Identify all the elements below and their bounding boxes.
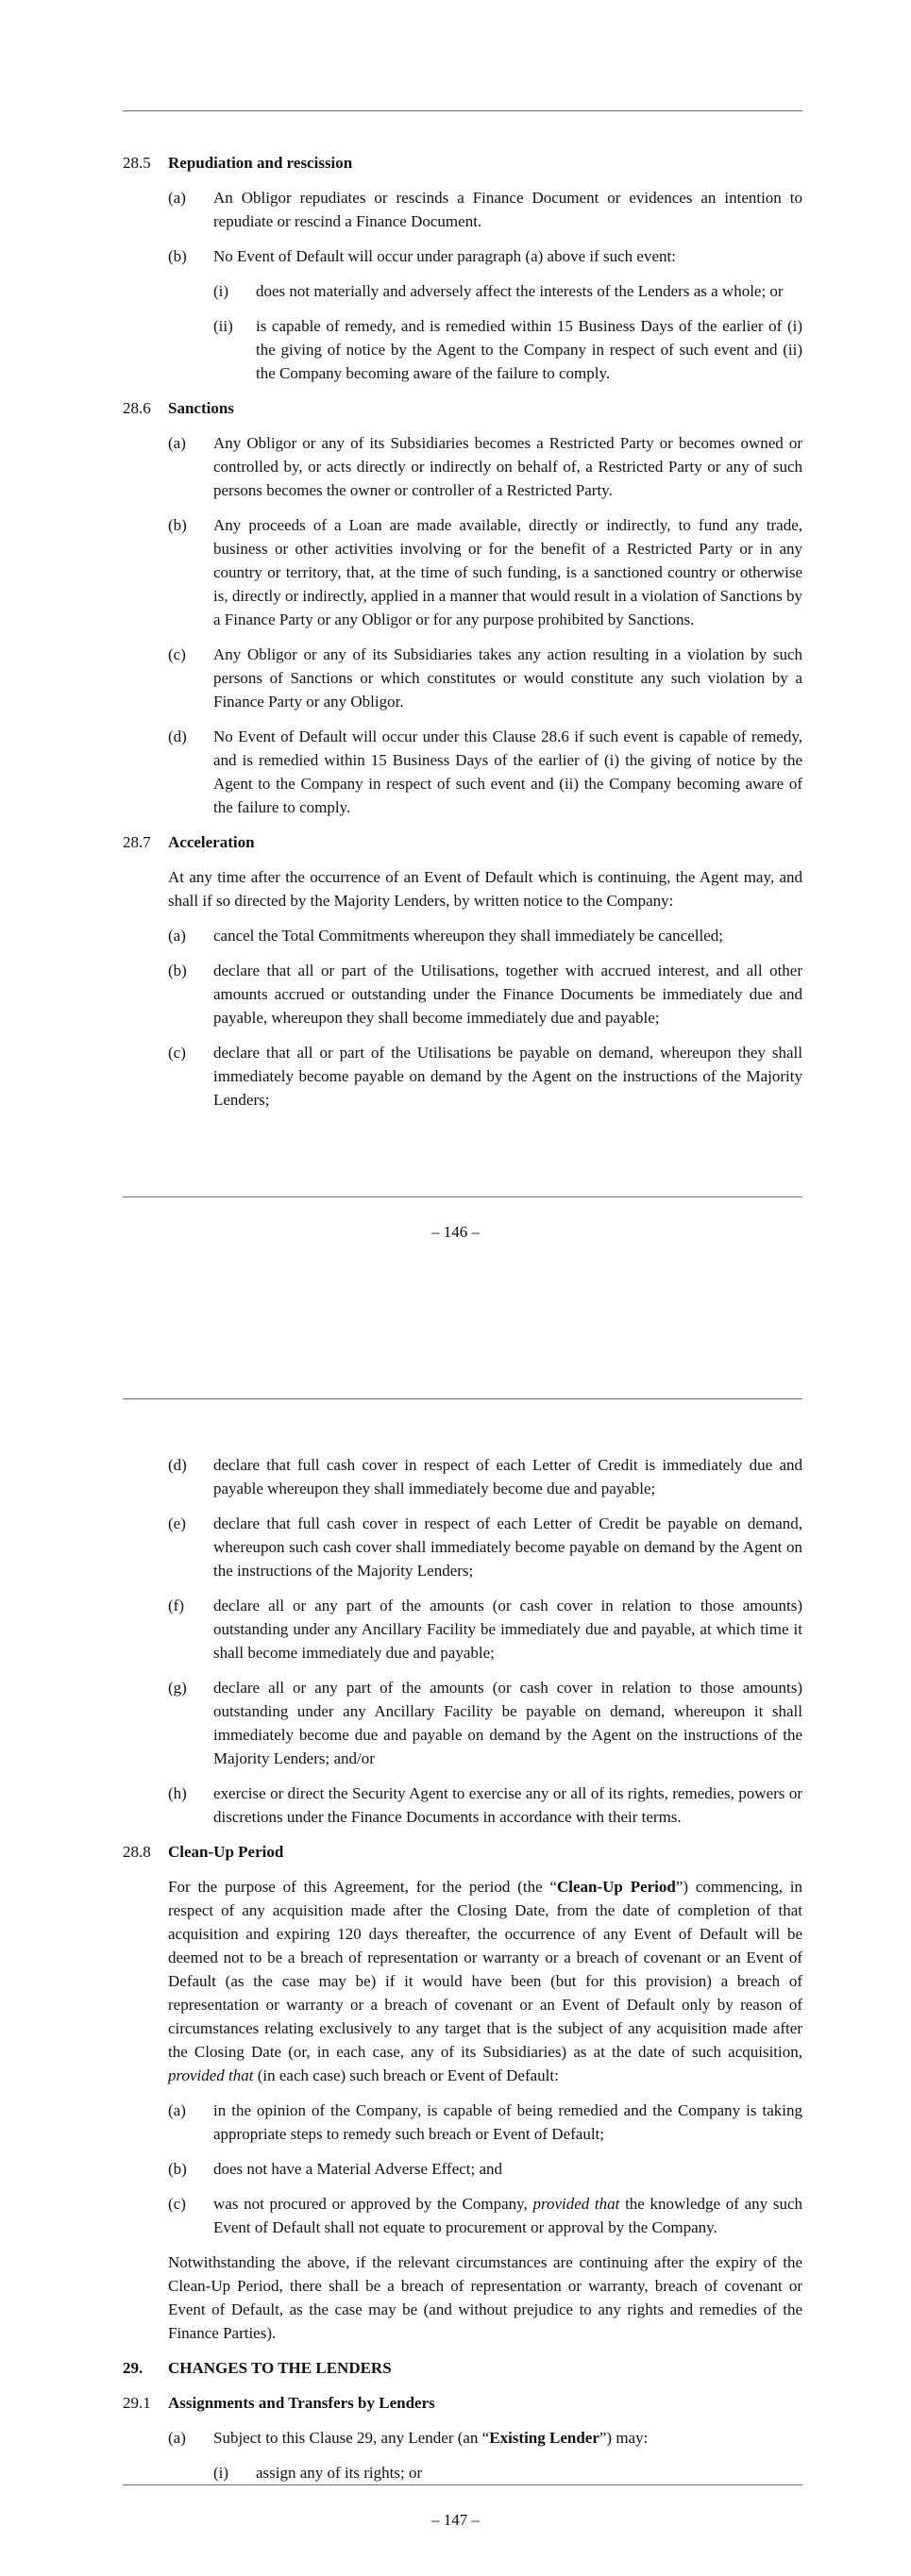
paragraph-text: Any proceeds of a Loan are made available, directly or indirectly, to fund any trade, business or other activities involving or for the benefit of a Restricted Party or in any country or territory, that, at the time of such funding, is a sanctioned country or otherwise is, directly or indirectly, applied in a manner that would result in a violation of Sanctions by a Finance Party or any Obligor or for any purpose prohibited by Sanctions. <box>213 516 802 628</box>
clause-28-7-b <box>168 959 802 1029</box>
paragraph-label: (d) <box>168 728 187 745</box>
paragraph-label: (b) <box>168 962 187 979</box>
clause-28-5-a <box>168 186 802 233</box>
paragraph-text: declare that all or part of the Utilisations be payable on demand, whereupon they shall immediately become payable on demand by the Agent on the instructions of the Majority Lenders; <box>213 1044 802 1109</box>
defined-term: Existing Lender <box>489 2429 599 2447</box>
clause-28-5-b <box>168 244 802 268</box>
clause-title: Assignments and Transfers by Lenders <box>168 2394 435 2412</box>
page-number: – 146 – <box>431 1223 480 1241</box>
clause-28-6-heading <box>123 396 802 420</box>
clause-number: 29. <box>123 2359 143 2377</box>
paragraph-label: (b) <box>168 2160 187 2178</box>
intro-text: (in each case) such breach or Event of Default: <box>253 2066 559 2084</box>
clause-28-8-a <box>168 2099 802 2146</box>
paragraph-label: (f) <box>168 1597 184 1614</box>
subparagraph-label: (i) <box>213 282 229 300</box>
paragraph-text: Any Obligor or any of its Subsidiaries becomes a Restricted Party or becomes owned or controlled by, or acts directly or indirectly on behalf of, a Restricted Party or any of such persons becomes the owner or controller of a Restricted Party. <box>213 434 802 499</box>
paragraph-text: exercise or direct the Security Agent to exercise any or all of its rights, remedies, powers or discretions under the Finance Documents in accordance with their terms. <box>213 1784 802 1826</box>
clause-title: CHANGES TO THE LENDERS <box>168 2359 392 2377</box>
proviso: provided that <box>168 2066 254 2084</box>
paragraph-label: (e) <box>168 1514 186 1532</box>
subparagraph-text: is capable of remedy, and is remedied within 15 Business Days of the earlier of (i) the giving of notice by the Agent to the Company in respect of such event and (ii) the Company becoming aware of the failure to comply. <box>256 317 802 382</box>
clause-28-7-intro: At any time after the occurrence of an Event of Default which is continuing, the Agent may, and shall if so directed by the Majority Lenders, by written notice to the Company: <box>168 868 802 910</box>
paragraph-label: (a) <box>168 189 186 207</box>
clause-28-7-e <box>168 1512 802 1582</box>
paragraph-text: declare that full cash cover in respect of each Letter of Credit is immediately due and payable whereupon they shall immediately become due and payable; <box>213 1456 802 1497</box>
clause-28-5-b-i <box>213 279 802 303</box>
clause-28-7-g <box>168 1676 802 1770</box>
paragraph-label: (a) <box>168 927 186 945</box>
clause-29-1-a-i <box>213 2461 802 2484</box>
page-147 <box>0 1288 911 2576</box>
paragraph-text: declare all or any part of the amounts (or cash cover in relation to those amounts) outstanding under any Ancillary Facility be immediately due and payable, at which time it shall become immediately due and payable; <box>213 1597 802 1662</box>
clause-28-7-d <box>168 1453 802 1500</box>
paragraph-text: declare that full cash cover in respect of each Letter of Credit be payable on demand, whereupon such cash cover shall immediately become payable on demand by the Agent on the instructions of the Majority Lenders; <box>213 1514 802 1580</box>
clause-28-8-closing: Notwithstanding the above, if the relevant circumstances are continuing after the expiry of the Clean-Up Period, there shall be a breach of representation or warranty, breach of covenant or Event of Default, as the case may be (and without prejudice to any rights and remedies of the Finance Parties). <box>168 2253 802 2342</box>
clause-28-7-c <box>168 1041 802 1112</box>
paragraph-text-part: was not procured or approved by the Company, <box>213 2195 533 2213</box>
clause-28-6-b <box>168 513 802 631</box>
clause-29-1-a <box>168 2426 802 2450</box>
paragraph-label: (a) <box>168 2101 186 2119</box>
clause-number: 28.6 <box>123 399 151 417</box>
paragraph-text-part: the knowledge of any such Event of Default shall not equate to procurement or approval by the Company. <box>213 2195 803 2236</box>
clause-title: Sanctions <box>168 399 234 417</box>
clause-28-7-f <box>168 1594 802 1664</box>
paragraph-label: (h) <box>168 1784 187 1802</box>
header-rule <box>123 1398 802 1399</box>
paragraph-text: No Event of Default will occur under paragraph (a) above if such event: <box>213 247 676 265</box>
clause-28-6-c <box>168 643 802 713</box>
clause-title: Acceleration <box>168 833 255 851</box>
page-147-content <box>123 1453 802 2496</box>
paragraph-text-part: Subject to this Clause 29, any Lender (an “ <box>213 2429 490 2447</box>
page-number: – 147 – <box>431 2511 480 2529</box>
subparagraph-label: (ii) <box>213 317 233 335</box>
intro-text: For the purpose of this Agreement, for the period (the “ <box>168 1878 557 1896</box>
paragraph-label: (g) <box>168 1679 187 1697</box>
header-rule <box>123 110 802 111</box>
clause-28-5-b-ii <box>213 314 802 385</box>
paragraph-label: (d) <box>168 1456 187 1474</box>
paragraph-label: (c) <box>168 1044 186 1062</box>
footer-rule <box>123 2484 802 2485</box>
subparagraph-label: (i) <box>213 2464 229 2482</box>
paragraph-text: declare all or any part of the amounts (or cash cover in relation to those amounts) outstanding under any Ancillary Facility be payable on demand, whereupon it shall immediately become due and payable on demand by the Agent on the instructions of the Majority Lenders; and/or <box>213 1679 802 1767</box>
proviso: provided that <box>532 2195 620 2213</box>
paragraph-text: No Event of Default will occur under this Clause 28.6 if such event is capable of remedy, and is remedied within 15 Business Days of the earlier of (i) the giving of notice by the Agent to the Company in respect of such event and (ii) the Company becoming aware of the failure to comply. <box>213 728 802 816</box>
clause-number: 29.1 <box>123 2394 151 2412</box>
clause-28-5-heading <box>123 151 802 175</box>
clause-28-7-a <box>168 924 802 947</box>
paragraph-text: Any Obligor or any of its Subsidiaries takes any action resulting in a violation by such persons of Sanctions or which constitutes or would constitute any such violation by a Finance Party or any Obligor. <box>213 645 802 711</box>
paragraph-text: in the opinion of the Company, is capable of being remedied and the Company is taking appropriate steps to remedy such breach or Event of Default; <box>213 2101 802 2143</box>
clause-29-heading <box>123 2356 802 2380</box>
paragraph-label: (c) <box>168 645 186 663</box>
clause-number: 28.7 <box>123 833 151 851</box>
paragraph-label: (a) <box>168 2429 186 2447</box>
paragraph-text <box>213 2192 802 2239</box>
clause-title: Repudiation and rescission <box>168 154 353 172</box>
clause-title: Clean-Up Period <box>168 1843 284 1861</box>
paragraph-text-part: ”) may: <box>599 2429 649 2447</box>
clause-28-8-b <box>168 2157 802 2181</box>
subparagraph-text: does not materially and adversely affect the interests of the Lenders as a whole; or <box>256 282 784 300</box>
clause-28-7-h <box>168 1781 802 1829</box>
paragraph-text <box>213 2426 802 2450</box>
defined-term: Clean-Up Period <box>556 1878 676 1896</box>
clause-28-8-c <box>168 2192 802 2239</box>
paragraph-label: (b) <box>168 247 187 265</box>
clause-29-1-heading <box>123 2391 802 2415</box>
paragraph-text: does not have a Material Adverse Effect; and <box>213 2160 503 2178</box>
clause-28-6-a <box>168 431 802 502</box>
paragraph-text: cancel the Total Commitments whereupon they shall immediately be cancelled; <box>213 927 723 945</box>
page-146-content <box>123 151 802 1123</box>
footer-rule <box>123 1196 802 1197</box>
clause-28-6-d <box>168 725 802 819</box>
clause-28-8-intro <box>168 1875 802 2087</box>
subparagraph-text: assign any of its rights; or <box>256 2464 423 2482</box>
clause-number: 28.8 <box>123 1843 151 1861</box>
paragraph-label: (c) <box>168 2195 186 2213</box>
paragraph-label: (a) <box>168 434 186 452</box>
clause-28-8-heading <box>123 1840 802 1864</box>
clause-28-7-heading <box>123 830 802 854</box>
clause-number: 28.5 <box>123 154 151 172</box>
paragraph-label: (b) <box>168 516 187 534</box>
paragraph-text: An Obligor repudiates or rescinds a Finance Document or evidences an intention to repudiate or rescind a Finance Document. <box>213 189 802 230</box>
intro-text: ”) commencing, in respect of any acquisition made after the Closing Date, from the date of completion of that acquisition and expiring 120 days thereafter, the occurrence of any Event of Default will be deemed not to be a breach of representation or warranty or a breach of covenant or an Event of Default (as the case may be) if it would have been (but for this provision) a breach of representation or warranty or a breach of covenant or an Event of Default only by reason of circumstances relating exclusively to any target that is the subject of any acquisition made after the Closing Date (or, in each case, any of its Subsidiaries) as at the date of such acquisition, <box>168 1878 802 2061</box>
paragraph-text: declare that all or part of the Utilisations, together with accrued interest, and all other amounts accrued or outstanding under the Finance Documents be immediately due and payable, whereupon they shall become immediately due and payable; <box>213 962 802 1027</box>
